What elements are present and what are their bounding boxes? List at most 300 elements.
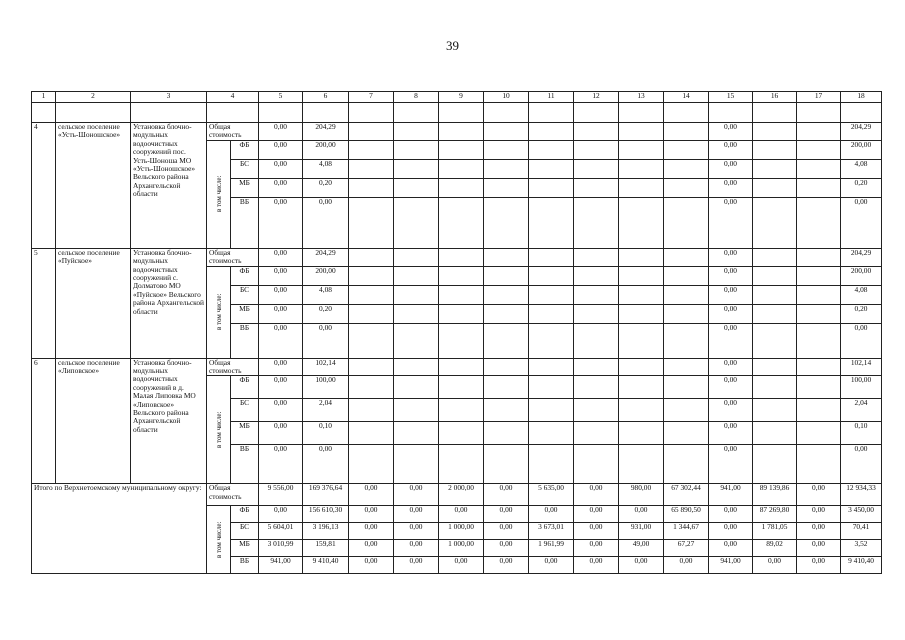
value-cell-col11 (529, 285, 574, 304)
value-cell-col12 (574, 266, 619, 285)
value-cell-col16 (753, 159, 797, 178)
value-cell-col10 (484, 304, 529, 323)
value-cell-col12 (574, 422, 619, 445)
value-cell-col11 (529, 178, 574, 197)
value-cell-col9 (439, 445, 484, 484)
value-cell-col7 (349, 178, 394, 197)
value-cell-col16 (753, 422, 797, 445)
value-cell-col16 (753, 304, 797, 323)
value-cell-col14 (664, 358, 709, 376)
colnum-2: 2 (56, 92, 131, 103)
value-cell-col10 (484, 197, 529, 248)
value-cell-col9 (439, 422, 484, 445)
value-cell-col18: 204,29 (841, 248, 882, 266)
value-cell-col18: 0,20 (841, 304, 882, 323)
value-cell-col16 (753, 123, 797, 141)
value-cell-col8 (394, 266, 439, 285)
vertical-in-including-label: в том числе: (207, 140, 231, 248)
value-cell-col10 (484, 422, 529, 445)
value-cell-col8 (394, 248, 439, 266)
value-cell-col17 (797, 159, 841, 178)
value-cell-col14 (664, 445, 709, 484)
value-cell-col8 (394, 140, 439, 159)
value-cell-col8: 0,00 (394, 506, 439, 523)
colnum-13: 13 (619, 92, 664, 103)
value-cell-col14: 0,00 (664, 557, 709, 574)
value-cell-col14 (664, 197, 709, 248)
value-cell-col5: 0,00 (259, 304, 303, 323)
colnum-12: 12 (574, 92, 619, 103)
value-cell-col10: 0,00 (484, 484, 529, 506)
column-number-row (32, 92, 882, 103)
value-cell-col8: 0,00 (394, 523, 439, 540)
value-cell-col12 (574, 304, 619, 323)
colnum-5: 5 (259, 92, 303, 103)
value-cell-col18: 0,00 (841, 197, 882, 248)
value-cell-col18: 0,00 (841, 323, 882, 358)
value-cell-col17 (797, 178, 841, 197)
value-cell-col5: 3 010,99 (259, 540, 303, 557)
value-cell-col6: 204,29 (303, 248, 349, 266)
value-cell-col7 (349, 323, 394, 358)
value-cell-col5: 0,00 (259, 399, 303, 422)
value-cell-col7 (349, 197, 394, 248)
value-cell-col7 (349, 285, 394, 304)
value-cell-col5: 0,00 (259, 159, 303, 178)
value-cell-col18: 0,00 (841, 445, 882, 484)
value-cell-col14 (664, 422, 709, 445)
value-cell-col16 (753, 178, 797, 197)
value-cell-col17: 0,00 (797, 484, 841, 506)
value-cell-col9 (439, 123, 484, 141)
page-number: 39 (446, 38, 459, 53)
value-cell-col12 (574, 123, 619, 141)
value-cell-col12 (574, 323, 619, 358)
colnum-17: 17 (797, 92, 841, 103)
total-cost-label: Общая стоимость (207, 123, 259, 141)
value-cell-col15: 0,00 (709, 506, 753, 523)
total-cost-label: Общая стоимость (207, 484, 259, 506)
value-cell-col10 (484, 178, 529, 197)
value-cell-col14 (664, 159, 709, 178)
value-cell-col5: 9 556,00 (259, 484, 303, 506)
value-cell-col15: 941,00 (709, 484, 753, 506)
funding-source-label: ФБ (231, 376, 259, 399)
value-cell-col5: 5 604,01 (259, 523, 303, 540)
value-cell-col6: 102,14 (303, 358, 349, 376)
value-cell-col12: 0,00 (574, 557, 619, 574)
value-cell-col17: 0,00 (797, 506, 841, 523)
value-cell-col13: 49,00 (619, 540, 664, 557)
value-cell-col8 (394, 422, 439, 445)
value-cell-col17 (797, 197, 841, 248)
value-cell-col6: 0,00 (303, 445, 349, 484)
value-cell-col13: 0,00 (619, 506, 664, 523)
value-cell-col14 (664, 123, 709, 141)
value-cell-col9: 2 000,00 (439, 484, 484, 506)
total-cost-label: Общая стоимость (207, 358, 259, 376)
value-cell-col13 (619, 266, 664, 285)
value-cell-col16: 1 781,05 (753, 523, 797, 540)
value-cell-col9 (439, 140, 484, 159)
value-cell-col8 (394, 285, 439, 304)
value-cell-col9 (439, 159, 484, 178)
value-cell-col17 (797, 323, 841, 358)
total-cost-row (32, 358, 882, 376)
value-cell-col10 (484, 266, 529, 285)
value-cell-col6: 0,00 (303, 323, 349, 358)
value-cell-col9: 1 000,00 (439, 540, 484, 557)
value-cell-col16 (753, 285, 797, 304)
value-cell-col14: 65 890,50 (664, 506, 709, 523)
value-cell-col5: 0,00 (259, 358, 303, 376)
value-cell-col10: 0,00 (484, 506, 529, 523)
funding-source-label: МБ (231, 304, 259, 323)
funding-source-label: ВБ (231, 323, 259, 358)
value-cell-col11: 1 961,99 (529, 540, 574, 557)
value-cell-col10 (484, 123, 529, 141)
value-cell-col15: 0,00 (709, 323, 753, 358)
value-cell-col16 (753, 140, 797, 159)
total-cost-row (32, 248, 882, 266)
value-cell-col15: 0,00 (709, 358, 753, 376)
colnum-18: 18 (841, 92, 882, 103)
value-cell-col11 (529, 159, 574, 178)
value-cell-col6: 4,08 (303, 159, 349, 178)
value-cell-col6: 0,10 (303, 422, 349, 445)
value-cell-col5: 0,00 (259, 248, 303, 266)
colnum-16: 16 (753, 92, 797, 103)
value-cell-col9: 0,00 (439, 506, 484, 523)
settlement-name: сельское поселение «Усть-Шоношское» (56, 123, 131, 249)
value-cell-col11: 0,00 (529, 506, 574, 523)
value-cell-col18: 0,20 (841, 178, 882, 197)
value-cell-col7 (349, 358, 394, 376)
value-cell-col5: 0,00 (259, 140, 303, 159)
value-cell-col15: 941,00 (709, 557, 753, 574)
colnum-6: 6 (303, 92, 349, 103)
value-cell-col7 (349, 266, 394, 285)
value-cell-col15: 0,00 (709, 123, 753, 141)
value-cell-col7 (349, 159, 394, 178)
value-cell-col12 (574, 358, 619, 376)
funding-source-label: БС (231, 159, 259, 178)
value-cell-col8: 0,00 (394, 484, 439, 506)
value-cell-col5: 0,00 (259, 178, 303, 197)
value-cell-col18: 0,10 (841, 422, 882, 445)
value-cell-col6: 204,29 (303, 123, 349, 141)
value-cell-col12 (574, 248, 619, 266)
value-cell-col15: 0,00 (709, 445, 753, 484)
value-cell-col11 (529, 123, 574, 141)
funding-source-label: ФБ (231, 140, 259, 159)
value-cell-col12: 0,00 (574, 540, 619, 557)
value-cell-col7 (349, 399, 394, 422)
value-cell-col16: 89 139,86 (753, 484, 797, 506)
value-cell-col11 (529, 266, 574, 285)
value-cell-col10: 0,00 (484, 523, 529, 540)
value-cell-col5: 0,00 (259, 123, 303, 141)
value-cell-col11 (529, 304, 574, 323)
funding-source-label: ФБ (231, 506, 259, 523)
value-cell-col7: 0,00 (349, 557, 394, 574)
value-cell-col12: 0,00 (574, 484, 619, 506)
value-cell-col11 (529, 140, 574, 159)
value-cell-col14: 67 302,44 (664, 484, 709, 506)
value-cell-col7 (349, 140, 394, 159)
colnum-7: 7 (349, 92, 394, 103)
value-cell-col13 (619, 285, 664, 304)
value-cell-col14 (664, 248, 709, 266)
value-cell-col7: 0,00 (349, 506, 394, 523)
value-cell-col13 (619, 376, 664, 399)
value-cell-col7 (349, 123, 394, 141)
value-cell-col12 (574, 445, 619, 484)
value-cell-col11 (529, 422, 574, 445)
spacer-row (32, 103, 882, 123)
funding-source-label: БС (231, 523, 259, 540)
value-cell-col12 (574, 285, 619, 304)
value-cell-col11 (529, 376, 574, 399)
funding-source-label: МБ (231, 178, 259, 197)
total-cost-label: Общая стоимость (207, 248, 259, 266)
value-cell-col14: 67,27 (664, 540, 709, 557)
value-cell-col8 (394, 445, 439, 484)
funding-source-label: ВБ (231, 445, 259, 484)
value-cell-col8 (394, 376, 439, 399)
value-cell-col10: 0,00 (484, 540, 529, 557)
funding-source-label: БС (231, 399, 259, 422)
value-cell-col13 (619, 304, 664, 323)
value-cell-col18: 3,52 (841, 540, 882, 557)
value-cell-col18: 100,00 (841, 376, 882, 399)
value-cell-col6: 200,00 (303, 266, 349, 285)
value-cell-col6: 9 410,40 (303, 557, 349, 574)
value-cell-col6: 0,20 (303, 304, 349, 323)
value-cell-col13: 0,00 (619, 557, 664, 574)
value-cell-col9: 1 000,00 (439, 523, 484, 540)
value-cell-col5: 0,00 (259, 376, 303, 399)
value-cell-col16 (753, 323, 797, 358)
value-cell-col10 (484, 248, 529, 266)
value-cell-col9 (439, 197, 484, 248)
value-cell-col8: 0,00 (394, 540, 439, 557)
value-cell-col9 (439, 399, 484, 422)
value-cell-col11 (529, 248, 574, 266)
value-cell-col14 (664, 304, 709, 323)
value-cell-col6: 169 376,64 (303, 484, 349, 506)
value-cell-col10 (484, 323, 529, 358)
funding-source-label: ФБ (231, 266, 259, 285)
value-cell-col15: 0,00 (709, 285, 753, 304)
value-cell-col8 (394, 197, 439, 248)
budget-table (31, 91, 882, 574)
value-cell-col5: 0,00 (259, 197, 303, 248)
value-cell-col9 (439, 266, 484, 285)
value-cell-col5: 0,00 (259, 445, 303, 484)
value-cell-col10 (484, 358, 529, 376)
value-cell-col15: 0,00 (709, 248, 753, 266)
colnum-11: 11 (529, 92, 574, 103)
value-cell-col7 (349, 376, 394, 399)
value-cell-col12: 0,00 (574, 506, 619, 523)
total-cost-row (32, 484, 882, 506)
row-number: 4 (32, 123, 56, 249)
value-cell-col18: 200,00 (841, 140, 882, 159)
value-cell-col15: 0,00 (709, 376, 753, 399)
value-cell-col12 (574, 178, 619, 197)
value-cell-col13 (619, 197, 664, 248)
total-cost-row (32, 123, 882, 141)
value-cell-col16 (753, 399, 797, 422)
value-cell-col13 (619, 140, 664, 159)
value-cell-col13 (619, 358, 664, 376)
vertical-in-including-label: в том числе: (207, 266, 231, 358)
funding-source-label: ВБ (231, 557, 259, 574)
value-cell-col17 (797, 445, 841, 484)
value-cell-col10 (484, 159, 529, 178)
value-cell-col14 (664, 376, 709, 399)
value-cell-col11 (529, 323, 574, 358)
value-cell-col13 (619, 323, 664, 358)
colnum-14: 14 (664, 92, 709, 103)
value-cell-col10: 0,00 (484, 557, 529, 574)
value-cell-col12 (574, 399, 619, 422)
settlement-name: сельское поселение «Пуйское» (56, 248, 131, 358)
value-cell-col18: 4,08 (841, 285, 882, 304)
row-number: 5 (32, 248, 56, 358)
value-cell-col8 (394, 178, 439, 197)
value-cell-col17 (797, 248, 841, 266)
value-cell-col9 (439, 248, 484, 266)
value-cell-col9 (439, 304, 484, 323)
value-cell-col17 (797, 140, 841, 159)
object-description: Установка блочно-модульных водоочистных сооружений пос. Усть-Шоноша МО «Усть-Шоношское» Вельского района Архангельской области (131, 123, 207, 249)
colnum-9: 9 (439, 92, 484, 103)
value-cell-col12 (574, 376, 619, 399)
value-cell-col17 (797, 399, 841, 422)
value-cell-col17: 0,00 (797, 540, 841, 557)
vertical-in-including-label: в том числе: (207, 376, 231, 484)
value-cell-col18: 4,08 (841, 159, 882, 178)
value-cell-col18: 70,41 (841, 523, 882, 540)
value-cell-col16 (753, 197, 797, 248)
value-cell-col15: 0,00 (709, 140, 753, 159)
value-cell-col8: 0,00 (394, 557, 439, 574)
value-cell-col5: 941,00 (259, 557, 303, 574)
value-cell-col7 (349, 445, 394, 484)
value-cell-col17 (797, 422, 841, 445)
value-cell-col7 (349, 304, 394, 323)
value-cell-col5: 0,00 (259, 422, 303, 445)
value-cell-col9 (439, 376, 484, 399)
value-cell-col7 (349, 422, 394, 445)
value-cell-col13 (619, 399, 664, 422)
value-cell-col14 (664, 285, 709, 304)
value-cell-col16 (753, 376, 797, 399)
value-cell-col16 (753, 358, 797, 376)
value-cell-col15: 0,00 (709, 178, 753, 197)
value-cell-col14 (664, 140, 709, 159)
value-cell-col15: 0,00 (709, 197, 753, 248)
value-cell-col7: 0,00 (349, 484, 394, 506)
value-cell-col11: 0,00 (529, 557, 574, 574)
object-description: Установка блочно-модульных водоочистных сооружений в д. Малая Липовка МО «Липовское» Вельского района Архангельской области (131, 358, 207, 484)
value-cell-col9 (439, 358, 484, 376)
value-cell-col6: 3 196,13 (303, 523, 349, 540)
value-cell-col16: 89,02 (753, 540, 797, 557)
value-cell-col14 (664, 323, 709, 358)
value-cell-col13 (619, 248, 664, 266)
value-cell-col6: 100,00 (303, 376, 349, 399)
funding-source-label: ВБ (231, 197, 259, 248)
value-cell-col8 (394, 358, 439, 376)
value-cell-col17 (797, 304, 841, 323)
row-number: 6 (32, 358, 56, 484)
value-cell-col10 (484, 376, 529, 399)
funding-source-label: МБ (231, 540, 259, 557)
value-cell-col13 (619, 445, 664, 484)
value-cell-col18: 9 410,40 (841, 557, 882, 574)
value-cell-col15: 0,00 (709, 399, 753, 422)
value-cell-col7: 0,00 (349, 523, 394, 540)
value-cell-col8 (394, 399, 439, 422)
value-cell-col15: 0,00 (709, 422, 753, 445)
value-cell-col17: 0,00 (797, 523, 841, 540)
value-cell-col13 (619, 422, 664, 445)
value-cell-col14 (664, 266, 709, 285)
value-cell-col6: 159,81 (303, 540, 349, 557)
value-cell-col13 (619, 123, 664, 141)
value-cell-col16 (753, 266, 797, 285)
value-cell-col15: 0,00 (709, 304, 753, 323)
value-cell-col17 (797, 266, 841, 285)
value-cell-col7 (349, 248, 394, 266)
value-cell-col16 (753, 248, 797, 266)
settlement-name: сельское поселение «Липовское» (56, 358, 131, 484)
value-cell-col12: 0,00 (574, 523, 619, 540)
value-cell-col16: 87 269,80 (753, 506, 797, 523)
value-cell-col17: 0,00 (797, 557, 841, 574)
value-cell-col11 (529, 197, 574, 248)
funding-source-label: БС (231, 285, 259, 304)
value-cell-col18: 3 450,00 (841, 506, 882, 523)
value-cell-col18: 204,29 (841, 123, 882, 141)
value-cell-col13 (619, 159, 664, 178)
value-cell-col8 (394, 323, 439, 358)
value-cell-col11 (529, 358, 574, 376)
object-description: Установка блочно-модульных водоочистных сооружений с. Долматово МО «Пуйское» Вельского района Архангельской области (131, 248, 207, 358)
colnum-8: 8 (394, 92, 439, 103)
value-cell-col8 (394, 159, 439, 178)
value-cell-col14: 1 344,67 (664, 523, 709, 540)
value-cell-col15: 0,00 (709, 266, 753, 285)
value-cell-col8 (394, 123, 439, 141)
value-cell-col5: 0,00 (259, 266, 303, 285)
value-cell-col17 (797, 285, 841, 304)
value-cell-col11: 3 673,01 (529, 523, 574, 540)
value-cell-col11 (529, 399, 574, 422)
value-cell-col6: 156 610,30 (303, 506, 349, 523)
colnum-15: 15 (709, 92, 753, 103)
value-cell-col10 (484, 445, 529, 484)
value-cell-col6: 200,00 (303, 140, 349, 159)
value-cell-col17 (797, 123, 841, 141)
value-cell-col9 (439, 178, 484, 197)
value-cell-col18: 2,04 (841, 399, 882, 422)
value-cell-col12 (574, 140, 619, 159)
value-cell-col14 (664, 178, 709, 197)
